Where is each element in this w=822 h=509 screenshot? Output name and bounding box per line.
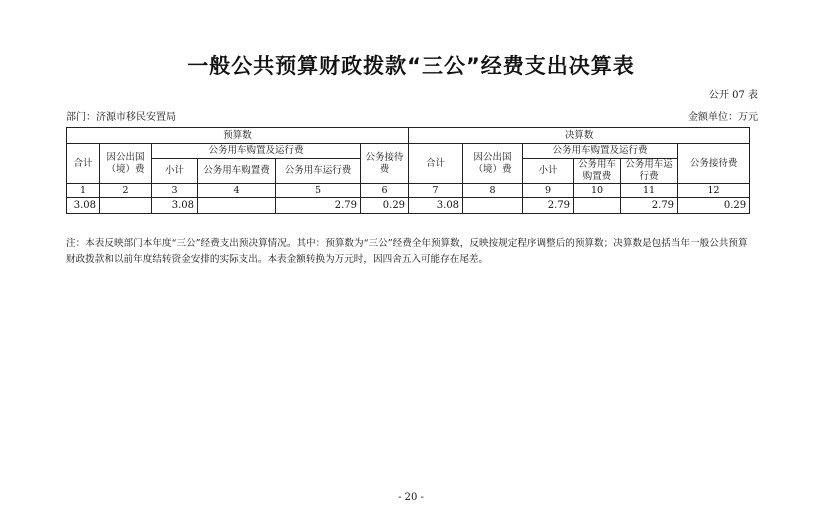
column-number: 7 [409,184,463,198]
column-number: 4 [198,184,276,198]
budget-vehicle-group-header: 公务用车购置及运行费 [152,144,361,159]
value-cell: 3.08 [409,198,463,214]
value-cell [574,198,621,214]
form-number: 公开 07 表 [708,90,758,101]
column-number: 11 [621,184,678,198]
column-number: 5 [276,184,361,198]
column-number: 10 [574,184,621,198]
value-cell: 0.29 [361,198,409,214]
page-title: 一般公共预算财政拨款“三公”经费支出决算表 [187,54,635,78]
amount-unit-label: 金额单位：万元 [688,112,758,123]
final-total-header: 合计 [409,144,463,184]
final-vehicle-purchase-header: 公务用车 购置费 [574,159,621,184]
value-cell: 3.08 [67,198,100,214]
value-cell: 2.79 [621,198,678,214]
value-cell: 0.29 [678,198,750,214]
budget-vehicle-run-header: 公务用车运行费 [276,159,361,184]
final-abroad-header: 因公出国 （境）费 [463,144,523,184]
budget-total-header: 合计 [67,144,100,184]
final-reception-header: 公务接待费 [678,144,750,184]
budget-subtotal-header: 小计 [152,159,198,184]
table-note: 注：本表反映部门本年度“三公”经费支出预决算情况。其中：预算数为“三公”经费全年预算数，反映按规定程序调整后的预算数；决算数是包括当年一般公共预算财政拨款和以前年度结转资金安排的实际支出。本表金额转换为万元时，因四舍五入可能存在尾差。 [66,238,748,265]
column-number: 9 [523,184,574,198]
budget-vehicle-purchase-header: 公务用车购置费 [198,159,276,184]
budget-header: 预算数 [67,128,409,144]
value-cell [100,198,152,214]
value-cell: 2.79 [523,198,574,214]
budget-abroad-header: 因公出国 （境）费 [100,144,152,184]
column-number: 2 [100,184,152,198]
value-cell [463,198,523,214]
department-label: 部门：济源市移民安置局 [66,112,176,123]
final-vehicle-group-header: 公务用车购置及运行费 [523,144,678,159]
value-cell: 3.08 [152,198,198,214]
budget-reception-header: 公务接待 费 [361,144,409,184]
column-number: 6 [361,184,409,198]
column-number: 12 [678,184,750,198]
value-cell: 2.79 [276,198,361,214]
final-subtotal-header: 小计 [523,159,574,184]
column-number: 3 [152,184,198,198]
three-public-expense-table [66,127,750,214]
value-cell [198,198,276,214]
page-number: - 20 - [398,492,424,503]
column-number: 8 [463,184,523,198]
column-number: 1 [67,184,100,198]
final-header: 决算数 [409,128,750,144]
final-vehicle-run-header: 公务用车运 行费 [621,159,678,184]
